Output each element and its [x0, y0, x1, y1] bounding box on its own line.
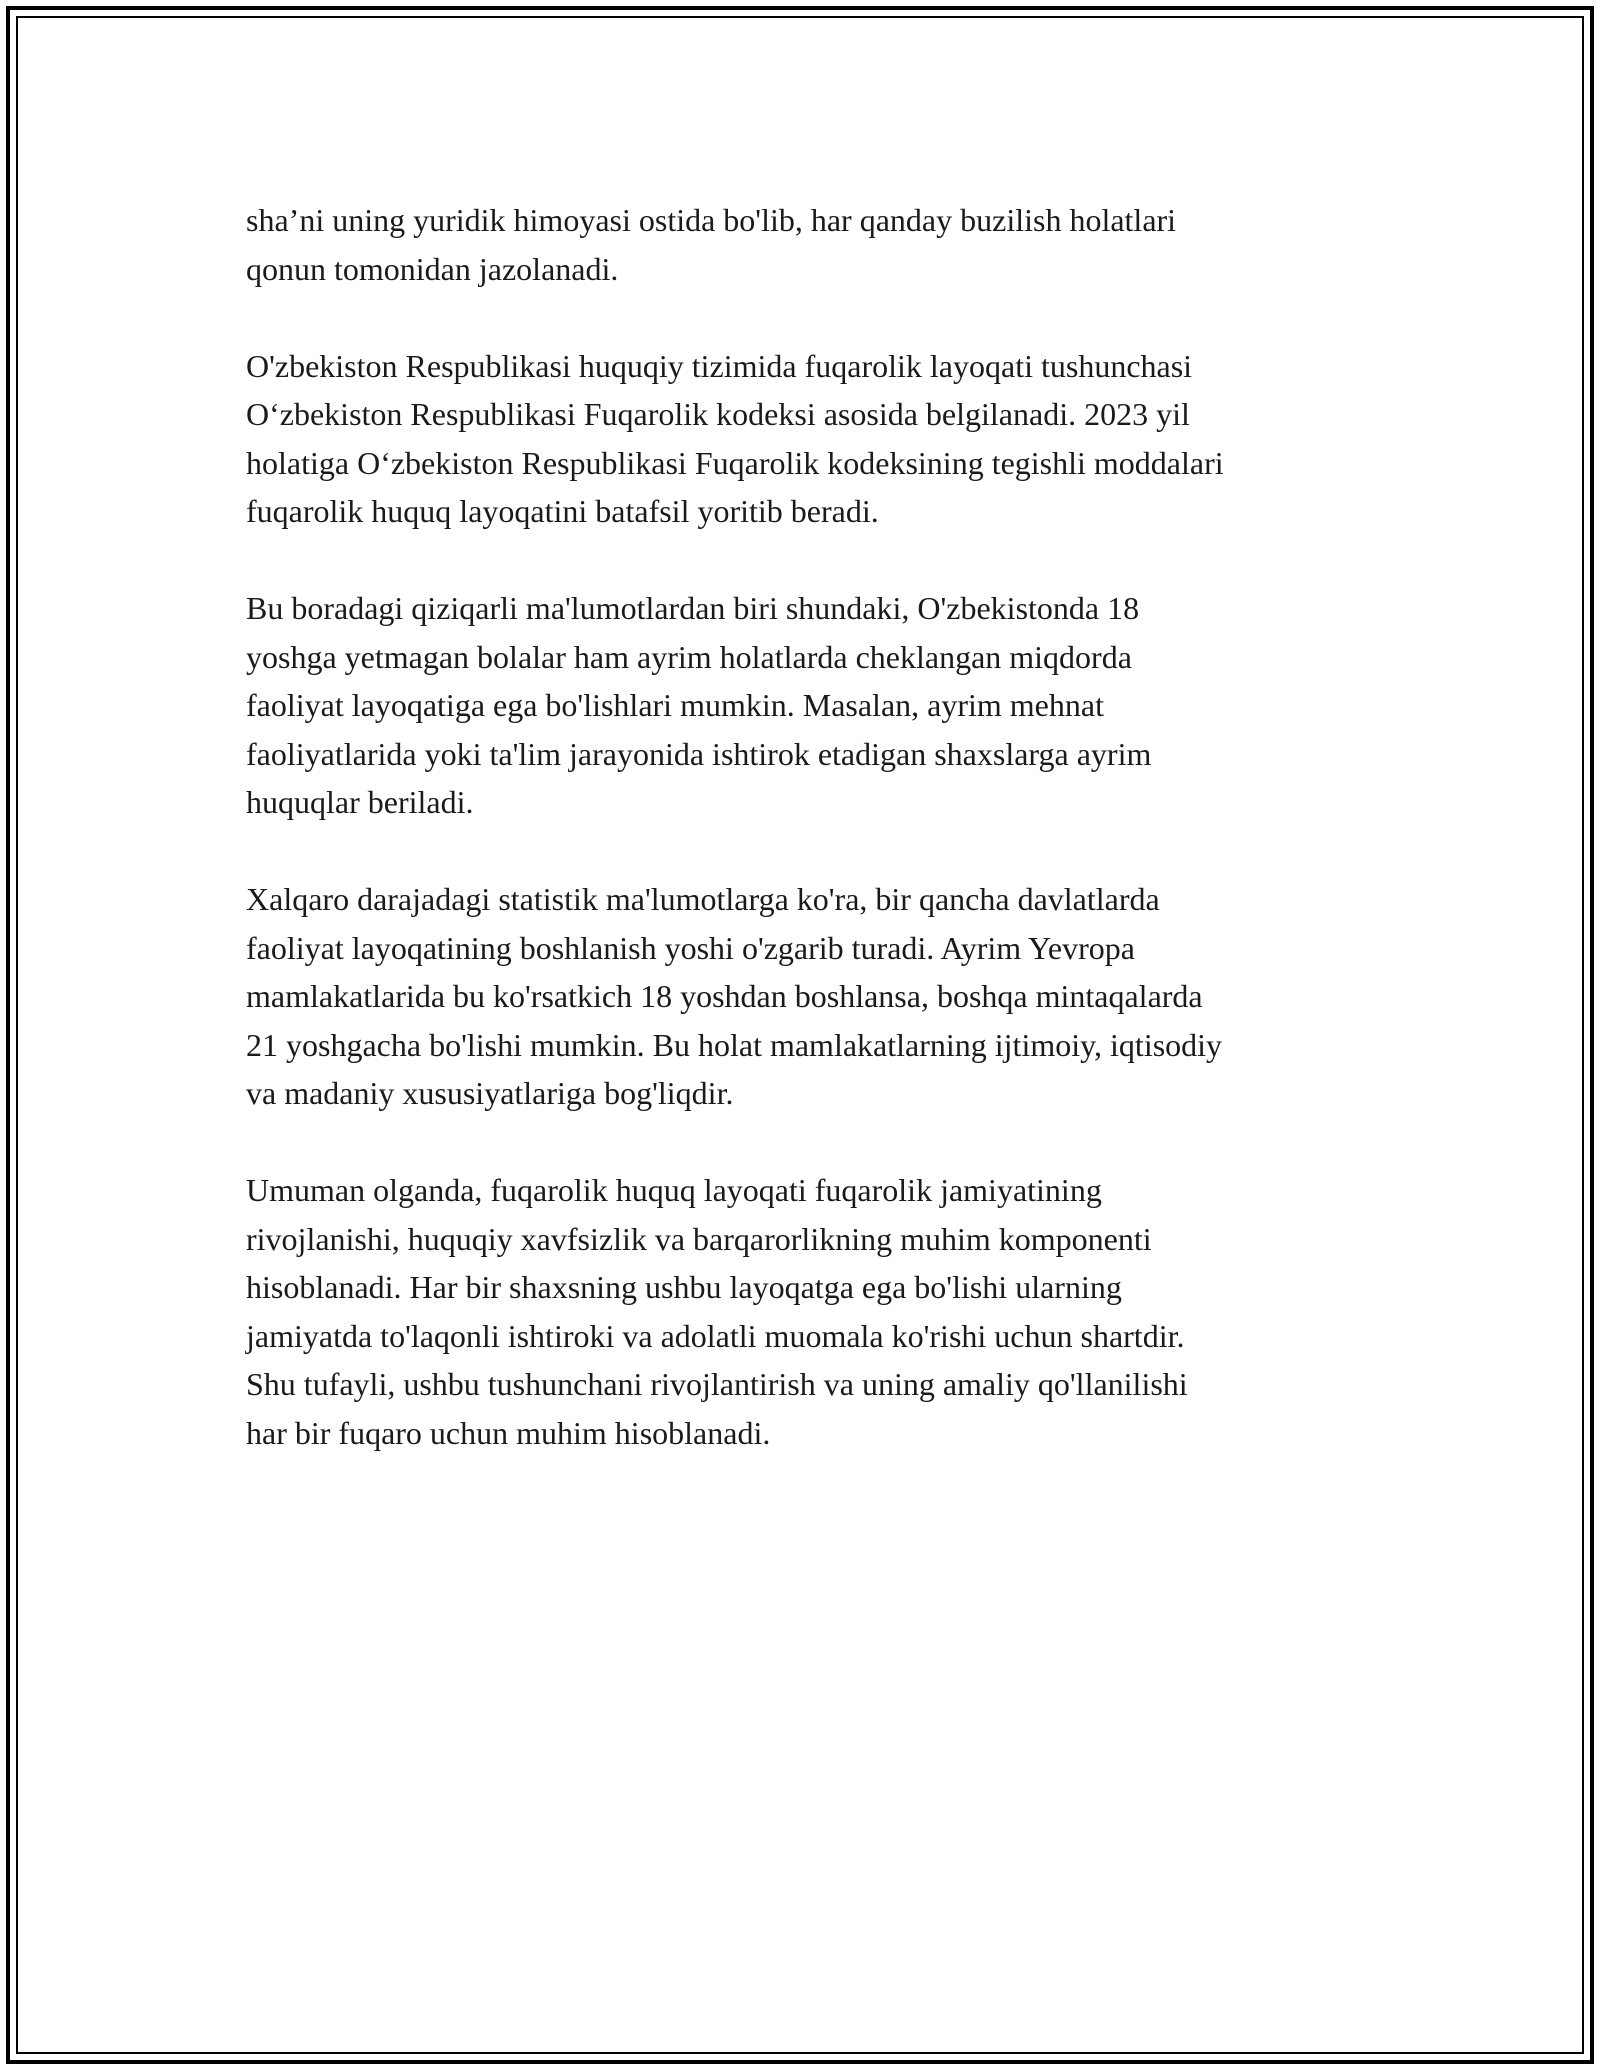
document-body: [246, 196, 1386, 1506]
paragraph-4: Xalqaro darajadagi statistik ma'lumotlarga ko'ra, bir qancha davlatlarda faoliyat layoqatining boshlanish yoshi o'zgarib turadi. Ayrim Yevropa mamlakatlarida bu ko'rsatkich 18 yoshdan boshlansa, boshqa mintaqalarda 21 yoshgacha bo'lishi mumkin. Bu holat mamlakatlarning ijtimoiy, iqtisodiy va madaniy xususiyatlariga bog'liqdir.: [246, 881, 1223, 1111]
paragraph-3: Bu boradagi qiziqarli ma'lumotlardan biri shundaki, O'zbekistonda 18 yoshga yetmagan bolalar ham ayrim holatlarda cheklangan miqdorda faoliyat layoqatiga ega bo'lishlari mumkin. Masalan, ayrim mehnat faoliyatlarida yoki ta'lim jarayonida ishtirok etadigan shaxslarga ayrim huquqlar beriladi.: [246, 590, 1152, 820]
paragraph-2: O'zbekiston Respublikasi huquqiy tizimida fuqarolik layoqati tushunchasi O‘zbekiston Respublikasi Fuqarolik kodeksi asosida belgilanadi. 2023 yil holatiga O‘zbekiston Respublikasi Fuqarolik kodeksining tegishli moddalari fuqarolik huquq layoqatini batafsil yoritib beradi.: [246, 347, 1224, 529]
page-frame: [6, 6, 1594, 2064]
paragraph-5: Umuman olganda, fuqarolik huquq layoqati fuqarolik jamiyatining rivojlanishi, huquqiy xavfsizlik va barqarorlikning muhim komponenti hisoblanadi. Har bir shaxsning ushbu layoqatga ega bo'lishi ularning jamiyatda to'laqonli ishtiroki va adolatli muomala ko'rishi uchun shartdir. Shu tufayli, ushbu tushunchani rivojlantirish va uning amaliy qo'llanilishi har bir fuqaro uchun muhim hisoblanadi.: [246, 1172, 1188, 1451]
paragraph-1: sha’ni uning yuridik himoyasi ostida bo'lib, har qanday buzilish holatlari qonun tomonidan jazolanadi.: [246, 202, 1177, 287]
